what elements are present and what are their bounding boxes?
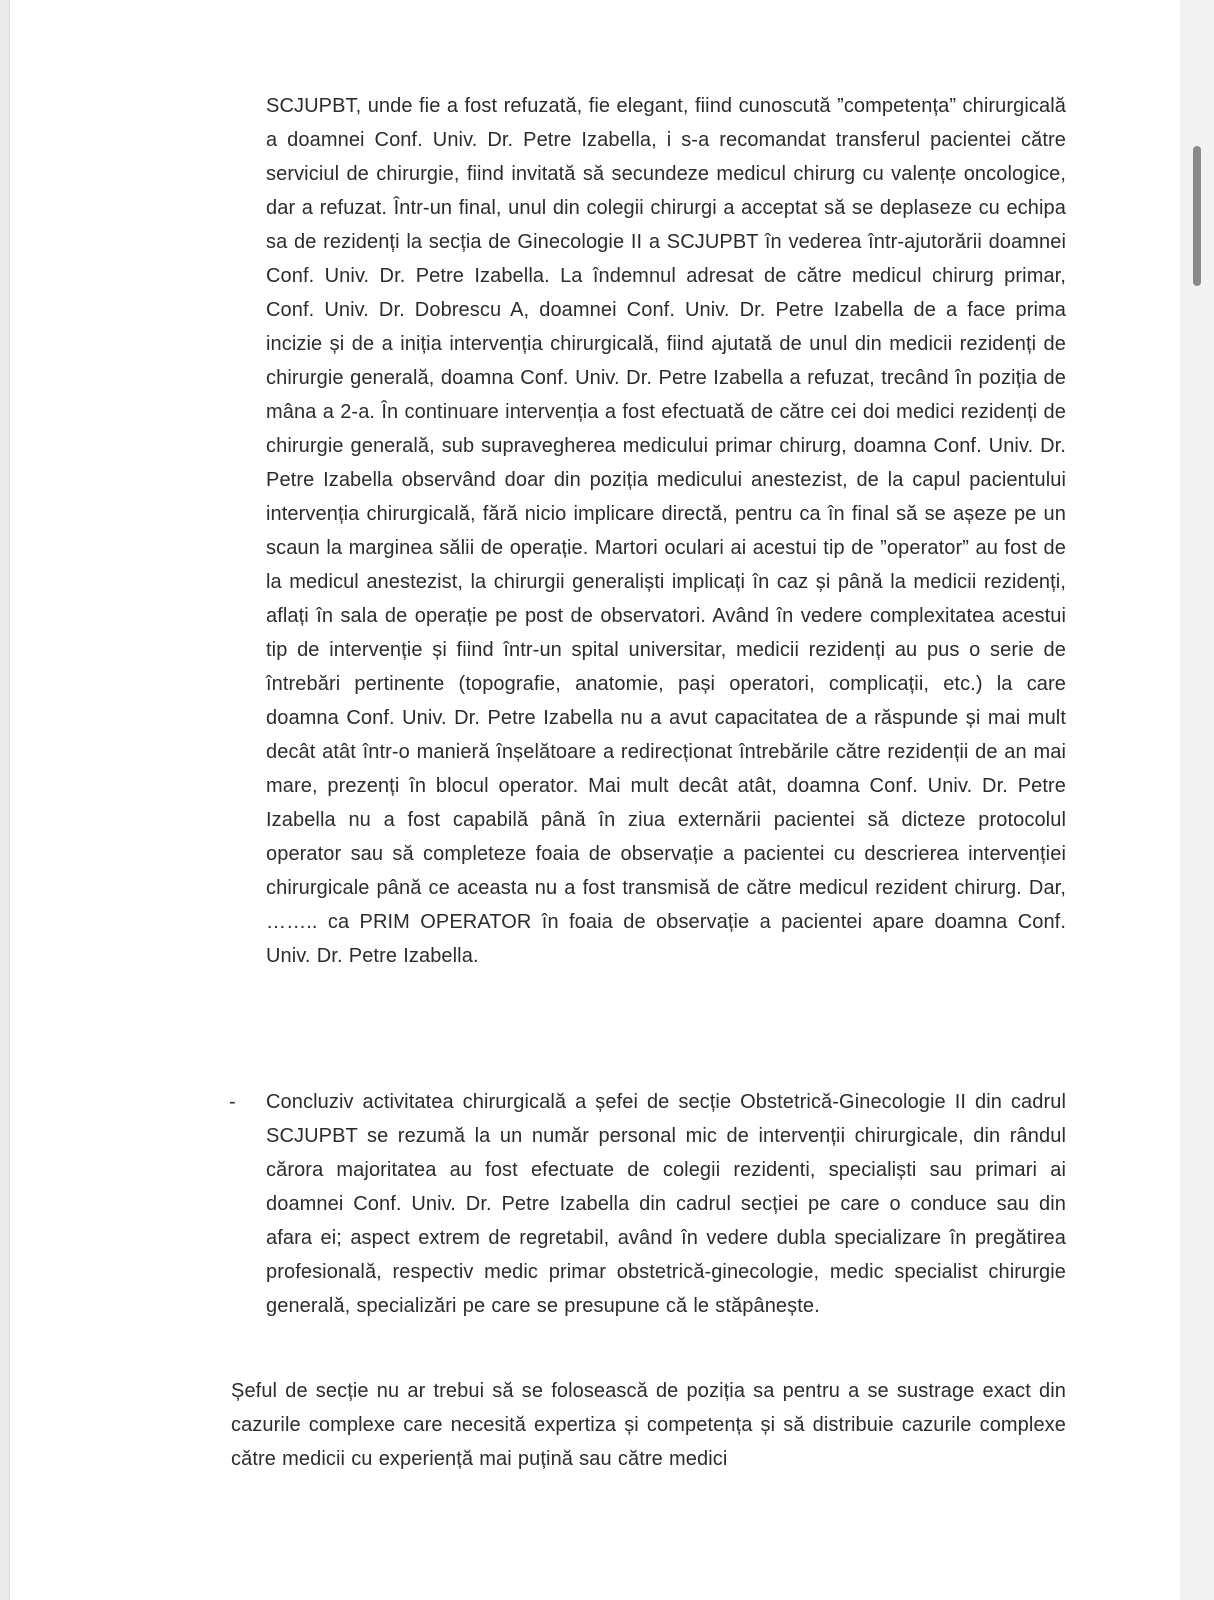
bullet-dash: - bbox=[229, 1091, 236, 1113]
closing-paragraph: Șeful de secție nu ar trebui să se folosească de poziția sa pentru a se sustrage exact din cazurile complexe care necesită expertiza și competența și să distribuie cazurile complexe către medicii cu experiență mai puțină sau către medici bbox=[231, 1380, 1066, 1470]
vertical-scrollbar[interactable] bbox=[1180, 0, 1214, 1600]
scrollbar-thumb[interactable] bbox=[1193, 146, 1201, 286]
document-page bbox=[10, 0, 1180, 1600]
body-paragraph: SCJUPBT, unde fie a fost refuzată, fie elegant, fiind cunoscută ”competența” chirurgicală a doamnei Conf. Univ. Dr. Petre Izabella, i s-a recomandat transferul pacientei către serviciul de chirurgie, fiind invitată să secundeze medicul chirurg cu valențe oncologice, dar a refuzat. Într-un final, unul din colegii chirurgi a acceptat să se deplaseze cu echipa sa de rezidenți la secția de Ginecologie II a SCJUPBT în vederea într-ajutorării doamnei Conf. Univ. Dr. Petre Izabella. La îndemnul adresat de către medicul chirurg primar, Conf. Univ. Dr. Dobrescu A, doamnei Conf. Univ. Dr. Petre Izabella de a face prima incizie și de a iniția intervenția chirurgicală, fiind ajutată de unul din medicii rezidenți de chirurgie generală, doamna Conf. Univ. Dr. Petre Izabella a refuzat, trecând în poziția de mâna a 2-a. În continuare intervenția a fost efectuată de către cei doi medici rezidenți de chirurgie generală, sub supravegherea medicului primar chirurg, doamna Conf. Univ. Dr. Petre Izabella observând doar din poziția medicului anestezist, de la capul pacientului intervenția chirurgicală, fără nicio implicare directă, pentru ca în final să se așeze pe un scaun la marginea sălii de operație. Martori oculari ai acestui tip de ”operator” au fost de la medicul anestezist, la chirurgii generaliști implicați în caz și până la medicii rezidenți, aflați în sala de operație pe post de observatori. Având în vedere complexitatea acestui tip de intervenție și fiind într-un spital universitar, medicii rezidenți au pus o serie de întrebări pertinente (topografie, anatomie, pași operatori, complicații, etc.) la care doamna Conf. Univ. Dr. Petre Izabella nu a avut capacitatea de a răspunde și mai mult decât atât într-o manieră înșelătoare a redirecționat întrebările către rezidenții de an mai mare, prezenți în blocul operator. Mai mult decât atât, doamna Conf. Univ. Dr. Petre Izabella nu a fost capabilă până în ziua externării pacientei să dicteze protocolul operator sau să completeze foaia de observație a pacientei cu descrierea intervenției chirurgicale până ce aceasta nu a fost transmisă de către medicul rezident chirurg. Dar, …….. ca PRIM OPERATOR în foaia de observație a pacientei apare doamna Conf. Univ. Dr. Petre Izabella. bbox=[266, 95, 1066, 967]
bullet-paragraph: Concluziv activitatea chirurgicală a șefei de secție Obstetrică-Ginecologie II din cadrul SCJUPBT se rezumă la un număr personal mic de intervenții chirurgicale, din rândul cărora majoritatea au fost efectuate de colegii rezidenti, specialiști sau primari ai doamnei Conf. Univ. Dr. Petre Izabella din cadrul secției pe care o conduce sau din afara ei; aspect extrem de regretabil, având în vedere dubla specializare în pregătirea profesională, respectiv medic primar obstetrică-ginecologie, medic specialist chirurgie generală, specializări pe care se presupune că le stăpânește. bbox=[266, 1091, 1066, 1317]
